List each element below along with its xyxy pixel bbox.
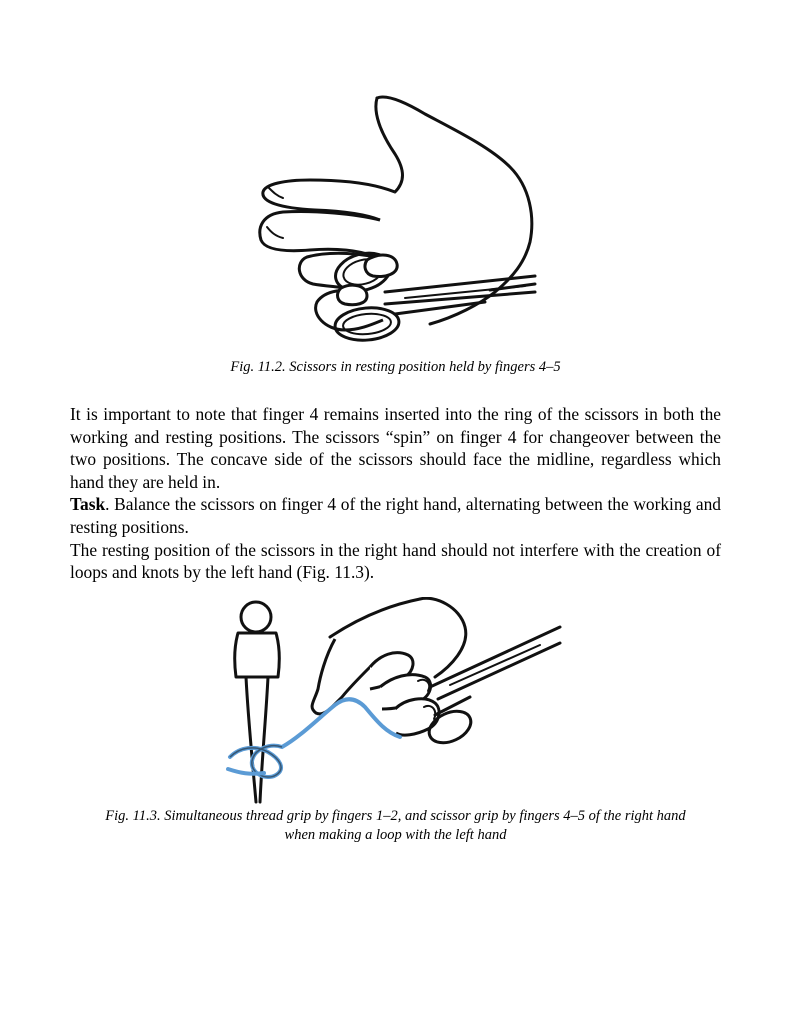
- hand-scissors-resting-drawing: [255, 92, 545, 350]
- body-text: [70, 403, 721, 584]
- figure-11-2-caption: Fig. 11.2. Scissors in resting position held by fingers 4–5: [230, 359, 561, 375]
- figure-11-3-caption-line1: Fig. 11.3. Simultaneous thread grip by fingers 1–2, and scissor grip by fingers 4–5 of the right hand: [105, 808, 686, 824]
- paragraph-finger-4-ring: It is important to note that finger 4 remains inserted into the ring of the scissors in both the working and resting positions. The scissors “spin” on finger 4 for changeover between the two positions. The concave side of the scissors should face the midline, regardless which hand they are held in.: [70, 404, 721, 492]
- paragraph-task: [70, 493, 721, 538]
- paragraph-resting-position: The resting position of the scissors in the right hand should not interfere with the creation of loops and knots by the left hand (Fig. 11.3).: [70, 539, 721, 583]
- task-label: Task: [70, 494, 106, 515]
- figure-11-2-illustration: [255, 92, 545, 350]
- hand-thread-loop-drawing: [220, 597, 570, 807]
- figure-11-3-illustration: [220, 597, 570, 807]
- figure-11-3-caption: [0, 807, 791, 845]
- figure-11-3-caption-line2: when making a loop with the left hand: [284, 827, 507, 843]
- task-text: . Balance the scissors on finger 4 of the right hand, alternating between the working and resting positions.: [70, 494, 721, 537]
